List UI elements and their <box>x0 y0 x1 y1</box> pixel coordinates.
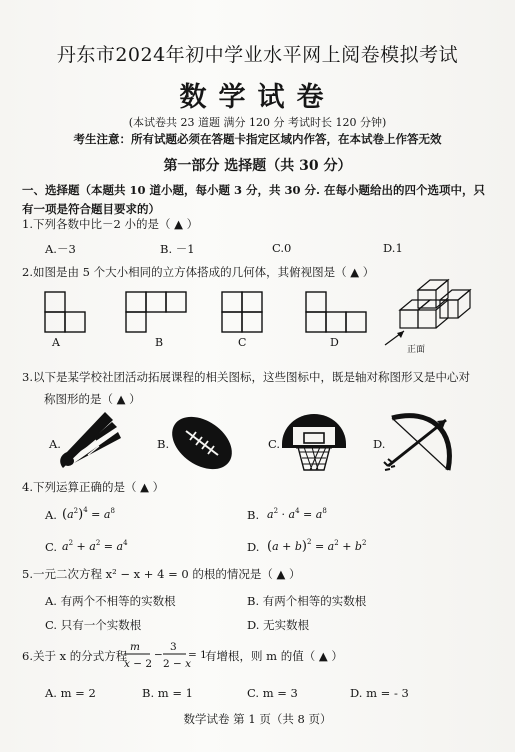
q2-label-b: B <box>155 336 164 349</box>
page-footer: 数学试卷 第 1 页（共 8 页） <box>183 712 332 726</box>
q2-label-d: D <box>330 336 339 349</box>
q4-formula-d: $(a + b)^2 = a^2 + b^2$ <box>267 538 367 554</box>
q6-option-d: D. m = - 3 <box>350 686 409 700</box>
svg-text:−: − <box>154 649 163 661</box>
q4-option-a-label: A. <box>45 508 57 522</box>
question-4-stem: 4.下列运算正确的是（ ▲ ） <box>22 480 165 494</box>
svg-text:3: 3 <box>170 641 177 653</box>
q5-option-a: A. 有两个不相等的实数根 <box>45 594 176 608</box>
q6-option-b: B. m = 1 <box>142 686 193 700</box>
question-5-stem: 5.一元二次方程 x² − x + 4 = 0 的根的情况是（ ▲ ） <box>22 567 301 581</box>
svg-text:x − 2: x − 2 <box>124 658 153 670</box>
q4-option-c-label: C. <box>45 540 58 554</box>
q4-formula-b: $a^2 \cdot a^4 = a^8$ <box>267 507 327 521</box>
svg-text:m: m <box>130 641 140 653</box>
exam-notice: 考生注意：所有试题必须在答题卡指定区域内作答，在本试卷上作答无效 <box>73 132 442 146</box>
q2-label-a: A <box>52 336 60 349</box>
svg-text:= 1: = 1 <box>188 649 207 661</box>
q1-option-a: A.－3 <box>45 242 76 256</box>
question-2-stem: 2.如图是由 5 个大小相同的立方体搭成的几何体，其俯视图是（ ▲ ） <box>22 265 375 279</box>
question-6-stem-prefix: 6.关于 x 的分式方程 <box>22 649 128 663</box>
q4-formula-c: $a^2 + a^2 = a^4$ <box>62 539 128 553</box>
part-heading: 第一部分 选择题（共 30 分） <box>163 158 352 174</box>
exam-info: (本试卷共 23 道题 满分 120 分 考试时长 120 分钟) <box>128 116 387 129</box>
q1-option-d: D.1 <box>383 241 403 255</box>
q2-label-c: C <box>238 336 247 349</box>
question-3-stem-line1: 3.以下是某学校社团活动拓展课程的相关图标，这些图标中，既是轴对称图形又是中心对 <box>22 370 470 384</box>
q3-label-a: A. <box>49 437 61 451</box>
q6-option-a: A. m = 2 <box>45 686 96 700</box>
front-view-label: 正面 <box>407 345 426 355</box>
q5-option-c: C. 只有一个实数根 <box>45 618 142 632</box>
q1-option-c: C.0 <box>272 241 292 255</box>
svg-text:2 − x: 2 − x <box>163 658 192 670</box>
exam-title: 丹东市2024年初中学业水平网上阅卷模拟考试 <box>56 44 459 66</box>
question-1-stem: 1.下列各数中比－2 小的是（ ▲ ） <box>22 217 199 231</box>
question-6-stem-suffix: 有增根，则 m 的值（ ▲ ） <box>205 649 343 663</box>
q4-option-d-label: D. <box>247 540 260 554</box>
q6-option-c: C. m = 3 <box>247 686 298 700</box>
section-instructions: 一、选择题（本题共 10 道小题，每小题 3 分，共 30 分. 在每小题给出的四个选项中，只有一项是符合题目要求的） <box>22 183 486 216</box>
q5-option-d: D. 无实数根 <box>247 618 310 632</box>
question-3-stem-line2: 称图形的是（ ▲ ） <box>44 392 141 406</box>
q3-label-b: B. <box>157 437 170 451</box>
q4-option-b-label: B. <box>247 508 260 522</box>
q5-option-b: B. 有两个相等的实数根 <box>247 594 367 608</box>
q1-option-b: B. －1 <box>160 242 195 256</box>
subject-title: 数学试卷 <box>179 82 336 113</box>
q4-formula-a: $(a^2)^4 = a^8$ <box>62 506 115 522</box>
q3-label-c: C. <box>268 437 281 451</box>
q3-label-d: D. <box>373 437 386 451</box>
